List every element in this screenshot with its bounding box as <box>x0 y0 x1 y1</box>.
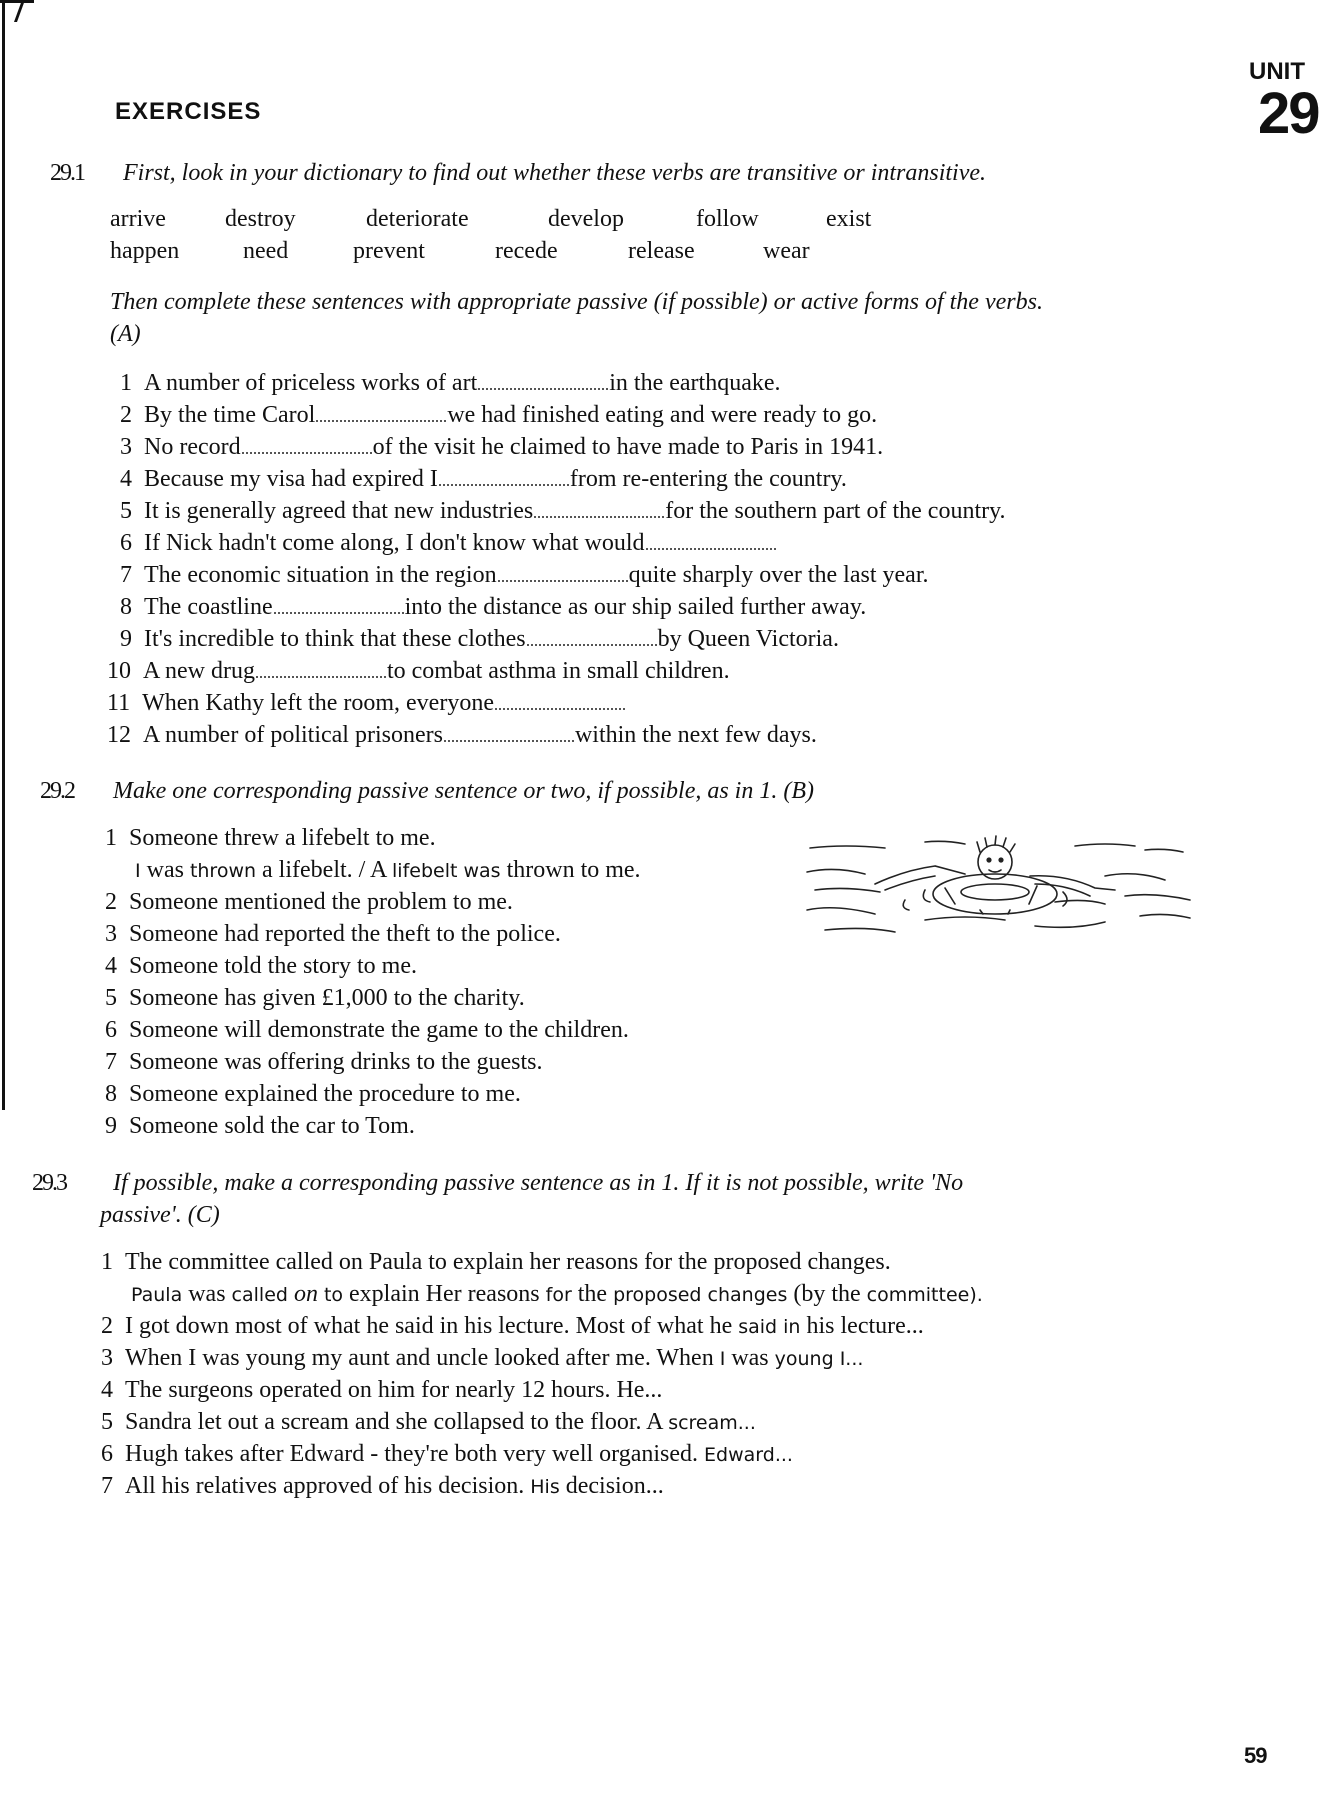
item-number: 4 <box>105 953 117 979</box>
verb-list-row <box>110 238 810 265</box>
printed-text: explain Her reasons <box>349 1281 540 1307</box>
handwritten-text: His <box>530 1476 560 1498</box>
item-number: 6 <box>120 530 132 556</box>
exercises-heading: EXERCISES <box>115 98 262 125</box>
item-text: Someone had reported the theft to the police. <box>129 921 561 947</box>
list-item <box>105 1049 543 1076</box>
handwritten-text: proposed changes <box>613 1284 788 1306</box>
item-number: 5 <box>120 498 132 524</box>
list-item <box>105 825 436 852</box>
list-item <box>120 594 866 621</box>
list-item <box>107 722 817 749</box>
item-text: from re-entering the country. <box>569 466 847 492</box>
item-text: Someone sold the car to Tom. <box>129 1113 415 1139</box>
list-item <box>120 562 928 589</box>
answer-blank[interactable] <box>274 596 404 614</box>
item-number: 1 <box>101 1249 113 1275</box>
item-number: 3 <box>120 434 132 460</box>
item-text: When Kathy left the room, everyone <box>142 690 494 716</box>
lifebelt-illustration <box>805 830 1195 940</box>
item-text: Sandra let out a scream and she collapsed to the floor. A <box>125 1409 663 1435</box>
item-number: 8 <box>120 594 132 620</box>
example-answer <box>135 857 641 884</box>
item-text: Someone was offering drinks to the guests. <box>129 1049 543 1075</box>
verb-item: wear <box>763 238 810 264</box>
item-text: The committee called on Paula to explain her reasons for the proposed changes. <box>125 1249 891 1275</box>
item-text: If Nick hadn't come along, I don't know what would <box>144 530 645 556</box>
list-item <box>107 690 626 717</box>
verb-item: arrive <box>110 206 166 232</box>
list-item <box>105 889 513 916</box>
answer-blank[interactable] <box>439 468 569 486</box>
item-number: 7 <box>101 1473 113 1499</box>
page-number: 59 <box>1244 1743 1267 1768</box>
item-text: for the southern part of the country. <box>665 498 1006 524</box>
item-number: 3 <box>101 1345 113 1371</box>
verb-item: follow <box>696 206 759 232</box>
item-text: I got down most of what he said in his lecture. Most of what he <box>125 1313 733 1339</box>
item-number: 11 <box>107 690 131 716</box>
printed-text: was <box>146 857 184 883</box>
list-item <box>120 434 883 461</box>
handwritten-text: young I... <box>774 1348 864 1370</box>
item-text: By the time Carol <box>144 402 316 428</box>
item-number: 9 <box>105 1113 117 1139</box>
item-text: in the earthquake. <box>609 370 781 396</box>
item-number: 10 <box>107 658 131 684</box>
item-text: Someone explained the procedure to me. <box>129 1081 521 1107</box>
exercise-instruction-2-ref: (A) <box>110 321 141 347</box>
item-number: 5 <box>105 985 117 1011</box>
item-number: 6 <box>101 1441 113 1467</box>
item-text: The surgeons operated on him for nearly 12 hours. He... <box>125 1377 663 1403</box>
verb-item: need <box>243 238 289 264</box>
item-text: A number of priceless works of art <box>144 370 478 396</box>
list-item <box>120 370 781 397</box>
answer-blank[interactable] <box>646 532 776 550</box>
handwritten-text: scream... <box>668 1412 756 1434</box>
list-item <box>120 402 877 429</box>
item-number: 7 <box>105 1049 117 1075</box>
handwritten-text: committee). <box>866 1284 983 1306</box>
answer-blank[interactable] <box>534 500 664 518</box>
item-text: to combat asthma in small children. <box>386 658 730 684</box>
list-item <box>105 953 417 980</box>
exercise-instruction: First, look in your dictionary to find out whether these verbs are transitive or intransitive. <box>123 160 987 186</box>
list-item <box>105 985 525 1012</box>
list-item <box>101 1409 756 1436</box>
answer-blank[interactable] <box>495 692 625 710</box>
printed-text: was <box>188 1281 226 1307</box>
answer-blank[interactable] <box>242 436 372 454</box>
item-text: of the visit he claimed to have made to Paris in 1941. <box>372 434 884 460</box>
item-number: 12 <box>107 722 131 748</box>
item-text: Someone mentioned the problem to me. <box>129 889 513 915</box>
verb-item: exist <box>826 206 872 232</box>
item-text: was <box>731 1345 769 1371</box>
item-number: 4 <box>101 1377 113 1403</box>
item-text: decision... <box>565 1473 664 1499</box>
item-text: It's incredible to think that these clothes <box>144 626 526 652</box>
printed-text: a lifebelt. / <box>262 857 366 883</box>
handwritten-text: said in <box>738 1316 801 1338</box>
item-text: Someone told the story to me. <box>129 953 417 979</box>
item-number: 5 <box>101 1409 113 1435</box>
item-number: 7 <box>120 562 132 588</box>
answer-blank[interactable] <box>316 404 446 422</box>
list-item <box>105 1017 629 1044</box>
list-item <box>120 498 1006 525</box>
printed-text: on <box>293 1281 318 1307</box>
list-item <box>105 921 561 948</box>
verb-item: prevent <box>353 238 425 264</box>
answer-blank[interactable] <box>498 564 628 582</box>
verb-item: recede <box>495 238 558 264</box>
exercise-instruction-cont: passive'. (C) <box>100 1202 220 1228</box>
list-item <box>120 466 847 493</box>
item-number: 6 <box>105 1017 117 1043</box>
item-text: It is generally agreed that new industries <box>144 498 534 524</box>
handwritten-text: I <box>719 1348 726 1370</box>
item-number: 8 <box>105 1081 117 1107</box>
handwritten-text: called <box>231 1284 288 1306</box>
printed-text: the <box>577 1281 608 1307</box>
answer-blank[interactable] <box>256 660 386 678</box>
answer-blank[interactable] <box>527 628 657 646</box>
example-answer <box>131 1281 983 1308</box>
verb-item: release <box>628 238 695 264</box>
item-text: his lecture... <box>806 1313 924 1339</box>
item-number: 9 <box>120 626 132 652</box>
item-text: A number of political prisoners <box>143 722 443 748</box>
exercise-number: 29.1 <box>50 160 84 186</box>
item-number: 3 <box>105 921 117 947</box>
margin-tick <box>0 0 34 3</box>
unit-number: 29 <box>1258 81 1319 146</box>
list-item <box>101 1345 863 1372</box>
unit-label: UNIT <box>1249 58 1305 85</box>
verb-item: deteriorate <box>366 206 469 232</box>
item-text: into the distance as our ship sailed further away. <box>404 594 867 620</box>
item-number: 4 <box>120 466 132 492</box>
list-item <box>105 1081 521 1108</box>
list-item <box>120 530 777 557</box>
item-number: 2 <box>105 889 117 915</box>
answer-blank[interactable] <box>444 724 574 742</box>
item-text: by Queen Victoria. <box>657 626 839 652</box>
exercise-number: 29.3 <box>32 1170 66 1196</box>
item-number: 2 <box>120 402 132 428</box>
list-item <box>120 626 839 653</box>
item-text: Someone threw a lifebelt to me. <box>129 825 436 851</box>
exercise-instruction: If possible, make a corresponding passive sentence as in 1. If it is not possible, write 'No <box>113 1170 964 1196</box>
item-text: When I was young my aunt and uncle looked after me. When <box>125 1345 714 1371</box>
item-text: A new drug <box>143 658 255 684</box>
answer-blank[interactable] <box>478 372 608 390</box>
item-text: Someone has given £1,000 to the charity. <box>129 985 525 1011</box>
handwritten-text: to <box>323 1284 344 1306</box>
handwritten-text: I <box>135 860 141 882</box>
list-item <box>101 1249 891 1276</box>
verb-item: develop <box>548 206 624 232</box>
item-text: Because my visa had expired I <box>144 466 438 492</box>
verb-item: destroy <box>225 206 296 232</box>
item-text: All his relatives approved of his decision. <box>125 1473 525 1499</box>
handwritten-text: Edward... <box>704 1444 793 1466</box>
item-text: No record <box>144 434 241 460</box>
item-text: Hugh takes after Edward - they're both very well organised. <box>125 1441 699 1467</box>
handwritten-text: thrown <box>189 860 257 882</box>
list-item <box>105 1113 415 1140</box>
handwritten-text: lifebelt was <box>392 860 501 882</box>
item-number: 2 <box>101 1313 113 1339</box>
item-number: 1 <box>120 370 132 396</box>
exercise-instruction-2: Then complete these sentences with appropriate passive (if possible) or active forms of the verbs. <box>110 289 1043 315</box>
item-text: quite sharply over the last year. <box>628 562 929 588</box>
printed-text: A <box>370 857 387 883</box>
item-text: The economic situation in the region <box>144 562 497 588</box>
exercise-instruction: Make one corresponding passive sentence or two, if possible, as in 1. (B) <box>113 778 814 804</box>
list-item <box>101 1473 664 1500</box>
list-item <box>101 1377 662 1404</box>
list-item <box>101 1441 793 1468</box>
printed-text: thrown to me. <box>506 857 641 883</box>
verb-item: happen <box>110 238 180 264</box>
item-text: The coastline <box>144 594 273 620</box>
item-number: 1 <box>105 825 117 851</box>
printed-text: (by the <box>793 1281 861 1307</box>
item-text: within the next few days. <box>574 722 817 748</box>
exercise-number: 29.2 <box>40 778 74 804</box>
item-text: we had finished eating and were ready to go. <box>447 402 878 428</box>
verb-list-row <box>110 206 871 233</box>
margin-rule <box>2 0 5 1110</box>
item-text: Someone will demonstrate the game to the children. <box>129 1017 629 1043</box>
list-item <box>101 1313 924 1340</box>
list-item <box>107 658 730 685</box>
handwritten-text: Paula <box>131 1284 183 1306</box>
handwritten-text: for <box>545 1284 572 1306</box>
margin-tick-slant <box>14 0 25 22</box>
